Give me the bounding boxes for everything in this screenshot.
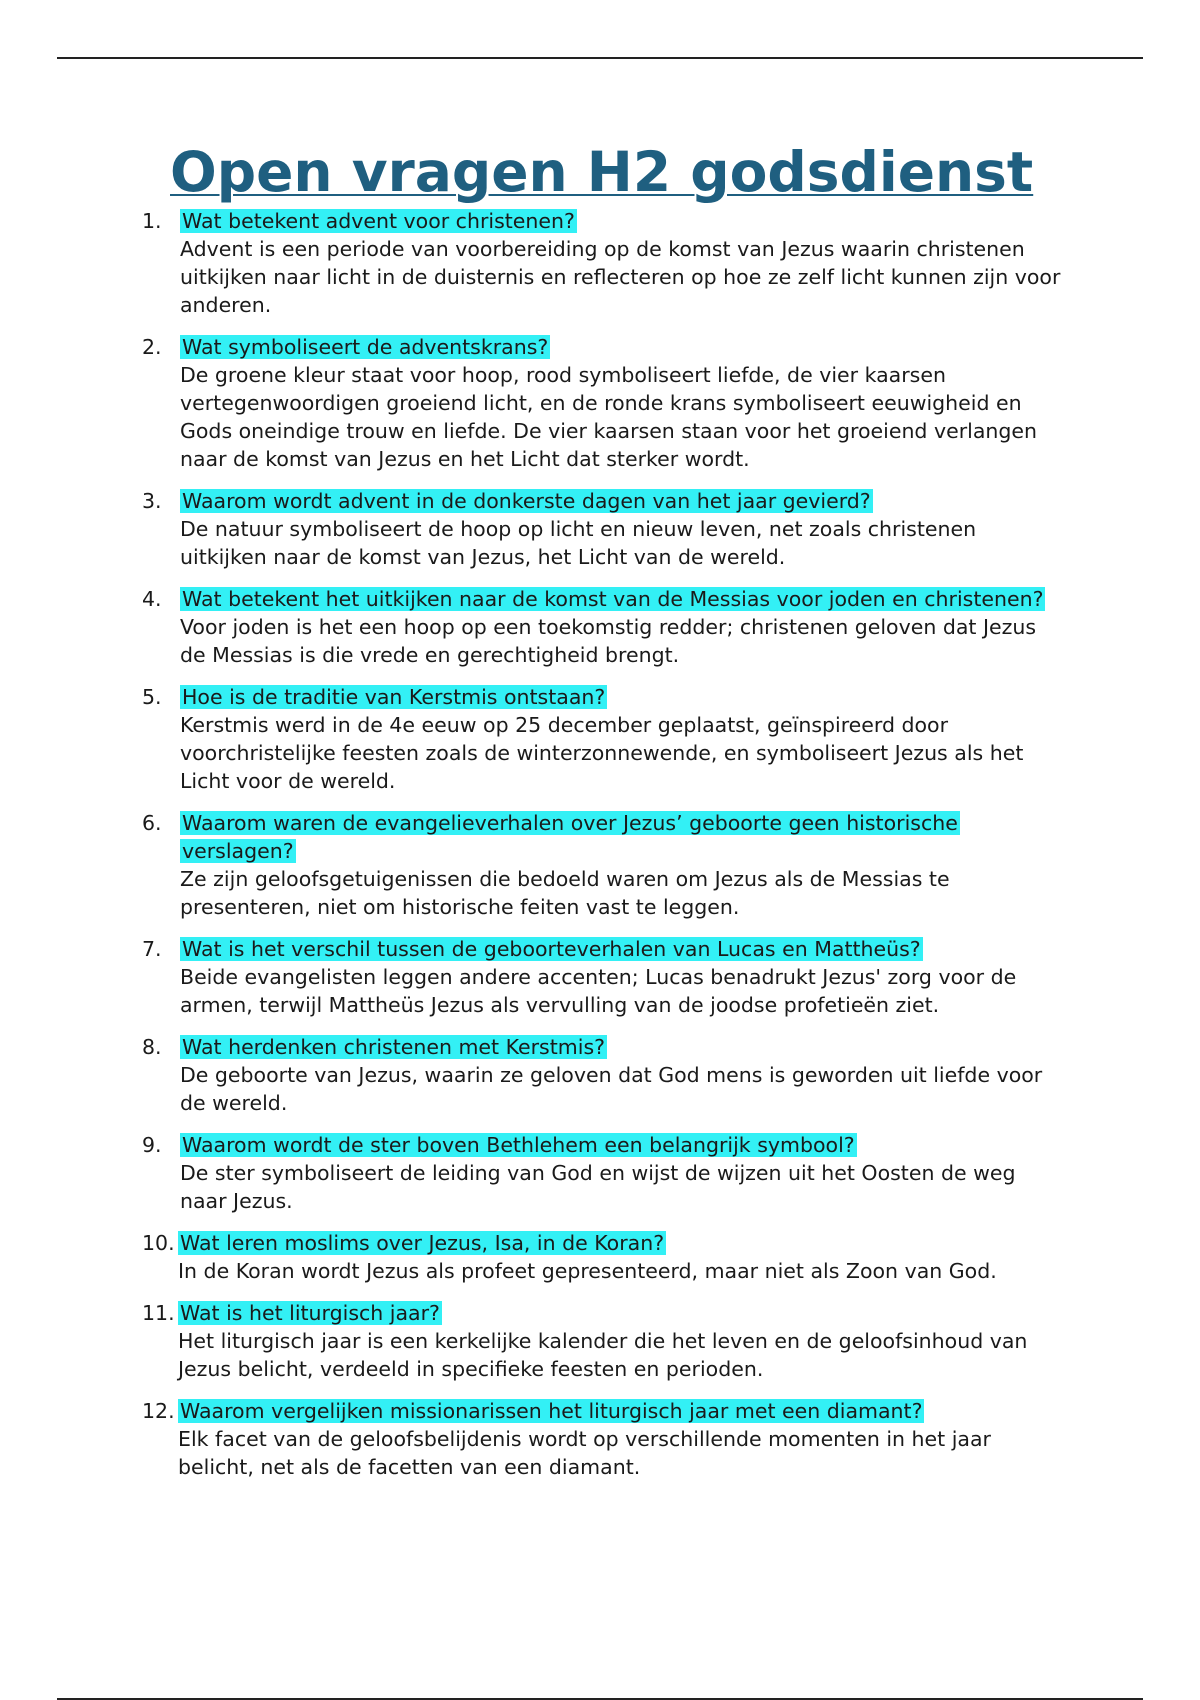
answer-text: Elk facet van de geloofsbelijdenis wordt op verschillende momenten in het jaar belicht, net als de facetten van een diamant.	[178, 1427, 991, 1479]
question-text	[178, 1229, 1062, 1257]
question-highlight: Wat herdenken christenen met Kerstmis?	[182, 1035, 606, 1059]
answer-text: De groene kleur staat voor hoop, rood symboliseert liefde, de vier kaarsen vertegenwoordigen groeiend licht, en de ronde krans symboliseert eeuwigheid en Gods oneindige trouw en liefde. De vier kaarsen staan voor het groeiend verlangen naar de komst van Jezus en het Licht dat sterker wordt.	[180, 363, 1038, 471]
question-highlight: Wat betekent advent voor christenen?	[182, 209, 575, 233]
answer-text: De natuur symboliseert de hoop op licht en nieuw leven, net zoals christenen uitkijken naar de komst van Jezus, het Licht van de wereld.	[180, 517, 977, 569]
question-item-9	[142, 1131, 1062, 1215]
question-item-8	[142, 1033, 1062, 1117]
answer-text: Kerstmis werd in de 4e eeuw op 25 december geplaatst, geïnspireerd door voorchristelijke feesten zoals de winterzonnewende, en symboliseert Jezus als het Licht voor de wereld.	[180, 713, 1024, 793]
question-text	[178, 1299, 1062, 1327]
question-text	[180, 333, 1062, 361]
question-text	[180, 585, 1062, 613]
question-highlight: Wat symboliseert de adventskrans?	[182, 335, 549, 359]
page-title: Open vragen H2 godsdienst	[170, 140, 1034, 204]
question-number: 9.	[142, 1133, 162, 1157]
question-item-12	[142, 1397, 1062, 1481]
answer-text: De geboorte van Jezus, waarin ze geloven dat God mens is geworden uit liefde voor de wereld.	[180, 1063, 1043, 1115]
question-highlight: Wat is het verschil tussen de geboorteverhalen van Lucas en Mattheüs?	[182, 937, 921, 961]
question-highlight: Wat betekent het uitkijken naar de komst van de Messias voor joden en christenen?	[182, 587, 1044, 611]
question-text	[178, 1397, 1062, 1425]
question-highlight: Waarom vergelijken missionarissen het liturgisch jaar met een diamant?	[180, 1399, 923, 1423]
question-text	[180, 683, 1062, 711]
question-item-11	[142, 1299, 1062, 1383]
question-list	[142, 207, 1062, 1481]
question-text	[180, 935, 1062, 963]
answer-text: In de Koran wordt Jezus als profeet gepresenteerd, maar niet als Zoon van God.	[178, 1259, 997, 1283]
question-highlight: Waarom wordt advent in de donkerste dagen van het jaar gevierd?	[182, 489, 871, 513]
question-highlight: Hoe is de traditie van Kerstmis ontstaan?	[182, 685, 606, 709]
question-item-5	[142, 683, 1062, 795]
header-rule	[57, 57, 1143, 59]
question-number: 8.	[142, 1035, 162, 1059]
question-item-7	[142, 935, 1062, 1019]
question-text	[180, 487, 1062, 515]
question-text	[180, 1131, 1062, 1159]
question-item-4	[142, 585, 1062, 669]
answer-text: Het liturgisch jaar is een kerkelijke kalender die het leven en de geloofsinhoud van Jezus belicht, verdeeld in specifieke feesten en perioden.	[178, 1329, 1028, 1381]
question-highlight: Waarom wordt de ster boven Bethlehem een belangrijk symbool?	[182, 1133, 855, 1157]
question-number: 1.	[142, 209, 162, 233]
answer-text: De ster symboliseert de leiding van God en wijst de wijzen uit het Oosten de weg naar Jezus.	[180, 1161, 1016, 1213]
question-item-10	[142, 1229, 1062, 1285]
question-item-3	[142, 487, 1062, 571]
question-number: 6.	[142, 811, 162, 835]
question-highlight: Waarom waren de evangelieverhalen over Jezus’ geboorte geen historische verslagen?	[182, 811, 958, 863]
question-highlight: Wat leren moslims over Jezus, Isa, in de Koran?	[180, 1231, 665, 1255]
question-item-2	[142, 333, 1062, 473]
question-highlight: Wat is het liturgisch jaar?	[180, 1301, 440, 1325]
question-number: 11.	[142, 1301, 175, 1325]
question-number: 5.	[142, 685, 162, 709]
question-text	[180, 809, 1062, 865]
question-number: 4.	[142, 587, 162, 611]
answer-text: Advent is een periode van voorbereiding op de komst van Jezus waarin christenen uitkijken naar licht in de duisternis en reflecteren op hoe ze zelf licht kunnen zijn voor anderen.	[180, 237, 1061, 317]
answer-text: Beide evangelisten leggen andere accenten; Lucas benadrukt Jezus' zorg voor de armen, terwijl Mattheüs Jezus als vervulling van de joodse profetieën ziet.	[180, 965, 1017, 1017]
question-text	[180, 1033, 1062, 1061]
question-number: 10.	[142, 1231, 175, 1255]
question-number: 12.	[142, 1399, 175, 1423]
question-text	[180, 207, 1062, 235]
question-number: 3.	[142, 489, 162, 513]
question-number: 2.	[142, 335, 162, 359]
question-item-6	[142, 809, 1062, 921]
question-number: 7.	[142, 937, 162, 961]
answer-text: Ze zijn geloofsgetuigenissen die bedoeld waren om Jezus als de Messias te presenteren, niet om historische feiten vast te leggen.	[180, 867, 950, 919]
answer-text: Voor joden is het een hoop op een toekomstig redder; christenen geloven dat Jezus de Messias is die vrede en gerechtigheid brengt.	[180, 615, 1037, 667]
question-item-1	[142, 207, 1062, 319]
